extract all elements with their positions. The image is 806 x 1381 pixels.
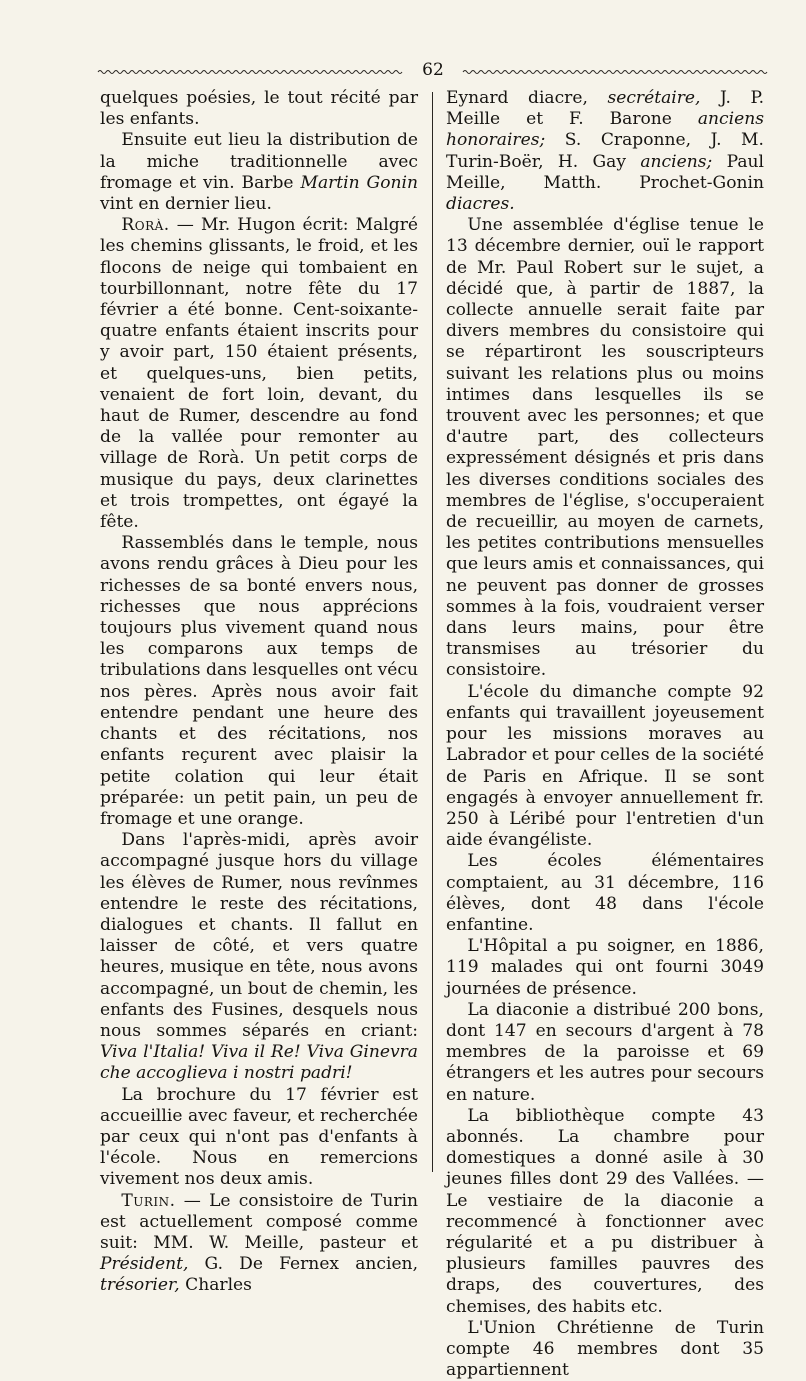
left-paragraph-2 (100, 130, 418, 215)
right-column (446, 88, 764, 1381)
right-p1-b: J. P. Meille et F. Barone (446, 88, 765, 130)
left-paragraph-turin (100, 1191, 418, 1297)
page-number: 62 (422, 60, 444, 80)
right-p1-a: Eynard diacre, (446, 88, 608, 108)
right-p1-c: S. Craponne, J. M. Turin-Boër, H. Gay (446, 130, 764, 172)
left-p7-role1: Président, (100, 1254, 189, 1275)
right-p1-role4: diacres. (446, 194, 515, 215)
right-p1-role2: anciens honoraires; (446, 109, 764, 151)
column-divider (432, 92, 433, 1172)
left-p2-text: Ensuite eut lieu la distribution de la miche traditionnelle avec fromage et vin. Barbe (100, 130, 418, 193)
left-paragraph-rora (100, 215, 418, 533)
right-paragraph-4: Les écoles élémentaires comptaient, au 31 décembre, 116 élèves, dont 48 dans l'école enfantine. (446, 851, 764, 935)
wavy-rule-right (463, 69, 768, 75)
right-paragraph-2: Une assemblée d'église tenue le 13 décembre dernier, ouï le rapport de Mr. Paul Robert sur le sujet, a décidé que, à partir de 1887, la collecte annuelle serait faite par divers membres du consistoire qui se répartiront les souscripteurs suivant les relations plus ou moins intimes dans lesquelles ils se trouvent avec les personnes; et que d'autre part, des collecteurs expressément désignés et pris dans les diverses conditions sociales des membres de l'église, s'occuperaient de recueillir, au moyen de carnets, les petites contributions mensuelles que leurs amis et connaissances, qui ne peuvent pas donner de grosses sommes à la fois, voudraient verser dans leurs mains, pour être transmises au trésorier du consistoire. (446, 215, 764, 681)
left-p2-name: Martin Gonin (300, 172, 418, 193)
left-paragraph-6: La brochure du 17 février est accueillie avec faveur, et recherchée par ceux qui n'ont pas d'enfants à l'école. Nous en remercions vivement nos deux amis. (100, 1084, 418, 1190)
place-heading-rora: Rorà. (121, 215, 170, 236)
right-paragraph-1 (446, 88, 764, 215)
left-p7-b: G. De Fernex ancien, (188, 1254, 418, 1275)
place-heading-turin: Turin. (121, 1190, 176, 1211)
left-p5-italic: Viva l'Italia! Viva il Re! Viva Ginevra che accoglieva i nostri padri! (100, 1042, 418, 1084)
left-p3-text: — Mr. Hugon écrit: Malgré les chemins glissants, le froid, et les flocons de neige qui tombaient en tourbillonnant, notre fête du 17 février a été bonne. Cent-soixante-quatre enfants étaient inscrits pour y avoir part, 150 étaient présents, et quelques-uns, bien petits, venaient de fort loin, devant, du haut de Rumer, descendre au fond de la vallée pour remonter au village de Rorà. Un petit corps de musique du pays, deux clarinettes et trois trompettes, ont égayé la fête. (100, 215, 418, 533)
left-column (100, 88, 418, 1297)
right-paragraph-6: La diaconie a distribué 200 bons, dont 147 en secours d'argent à 78 membres de la paroisse et 69 étrangers et les autres pour secours en nature. (446, 999, 764, 1105)
right-p1-role1: secrétaire, (607, 88, 701, 108)
right-paragraph-3: L'école du dimanche compte 92 enfants qui travaillent joyeusement pour les missions moraves au Labrador et pour celles de la société de Paris en Afrique. Il se sont engagés à envoyer annuellement fr. 250 à Léribé pour l'entretien d'un aide évangéliste. (446, 681, 764, 851)
left-p2-end: vint en dernier lieu. (100, 194, 272, 215)
right-paragraph-5: L'Hôpital a pu soigner, en 1886, 119 malades qui ont fourni 3049 journées de présence. (446, 936, 764, 999)
right-paragraph-7: La bibliothèque compte 43 abonnés. La chambre pour domestiques a donné asile à 30 jeunes filles dont 29 des Vallées. — Le vestiaire de la diaconie a recommencé à fonctionner avec régularité et a pu distribuer à plusieurs familles pauvres des draps, des couvertures, des chemises, des habits etc. (446, 1105, 764, 1317)
left-p7-a: — Le consistoire de Turin est actuellement composé comme suit: MM. W. Meille, pasteur et (100, 1190, 418, 1253)
left-paragraph-5 (100, 830, 418, 1084)
right-p1-role3: anciens; (640, 151, 713, 172)
right-p1-d: Paul Meille, Matth. Prochet-Gonin (446, 151, 764, 193)
left-p5-text: Dans l'après-midi, après avoir accompagné jusque hors du village les élèves de Rumer, nous revînmes entendre le reste des récitations, dialogues et chants. Il fallut en laisser de côté, et vers quatre heures, musique en tête, nous avons accompagné, un bout de chemin, les enfants des Fusines, desquels nous nous sommes séparés en criant: (100, 830, 418, 1041)
page-header (98, 58, 768, 82)
left-paragraph-4: Rassemblés dans le temple, nous avons rendu grâces à Dieu pour les richesses de sa bonté envers nous, richesses que nous apprécions toujours plus vivement quand nous les comparons aux temps de tribulations dans lesquelles ont vécu nos pères. Après nous avoir fait entendre pendant une heure des chants et des récitations, nos enfants reçurent avec plaisir la petite colation qui leur était préparée: un petit pain, un peu de fromage et une orange. (100, 533, 418, 829)
left-p7-c: Charles (179, 1275, 252, 1296)
left-paragraph-1: quelques poésies, le tout récité par les enfants. (100, 88, 418, 130)
left-p7-role2: trésorier, (100, 1275, 180, 1296)
right-paragraph-8: L'Union Chrétienne de Turin compte 46 membres dont 35 appartiennent (446, 1317, 764, 1381)
